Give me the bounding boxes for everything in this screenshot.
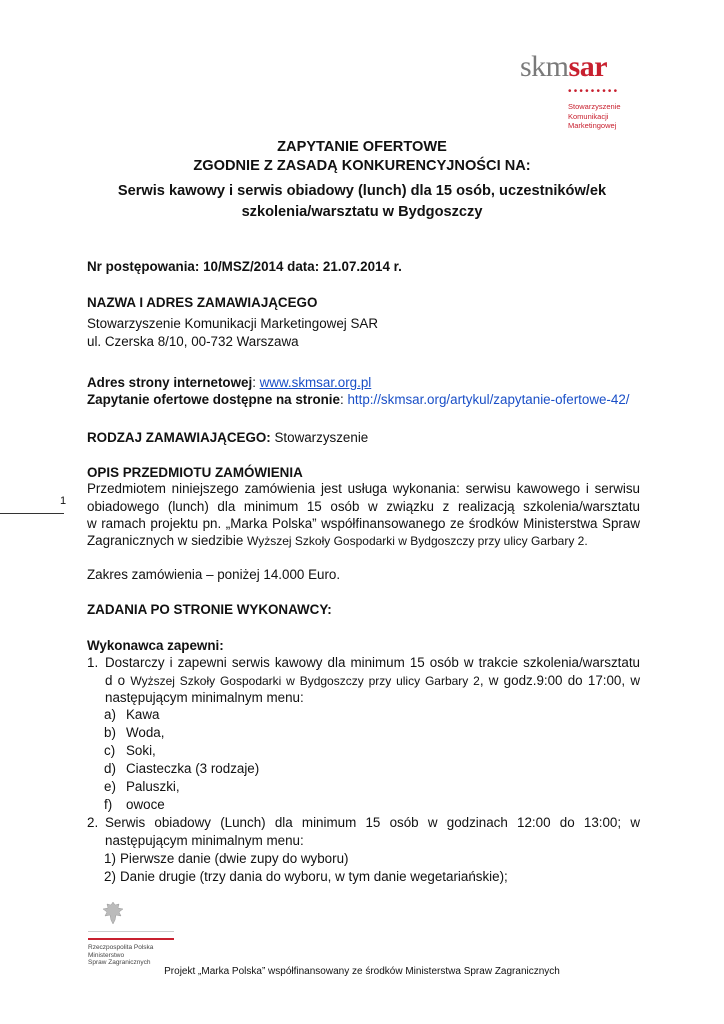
footer-text: Projekt „Marka Polska” współfinansowany ze środków Ministerstwa Spraw Zagranicznych	[164, 966, 560, 977]
logo-wordmark: skmsar	[520, 50, 608, 83]
procedure-number: Nr postępowania: 10/MSZ/2014 data: 21.07.2014 r.	[87, 259, 402, 274]
website-row: Adres strony internetowej: www.skmsar.org.pl	[87, 375, 372, 390]
title-line-3: Serwis kawowy i serwis obiadowy (lunch) dla 15 osób, uczestników/ek	[117, 183, 607, 199]
buyer-heading: NAZWA I ADRES ZAMAWIAJĄCEGO	[87, 295, 318, 310]
description-line-2: obiadowego (lunch) dla minimum 15 osób w związku z realizacją szkolenia/warsztatu	[87, 499, 640, 514]
scope-text: Zakres zamówienia – poniżej 14.000 Euro.	[87, 567, 341, 582]
flag-white-stripe	[88, 931, 174, 936]
ministry-logo	[88, 900, 188, 967]
item-1-line-3: następującym minimalnym menu:	[105, 690, 304, 705]
eagle-icon	[100, 900, 126, 926]
offer-row: Zapytanie ofertowe dostępne na stronie: http://skmsar.org/artykul/zapytanie-ofertowe-42/	[87, 392, 630, 407]
contractor-heading: Wykonawca zapewni:	[87, 638, 224, 653]
list-item: b) Woda,	[104, 725, 165, 740]
list-item: d) Ciasteczka (3 rodzaje)	[104, 761, 260, 776]
buyer-name: Stowarzyszenie Komunikacji Marketingowej SAR	[87, 316, 378, 331]
skmsar-logo	[520, 52, 670, 131]
item-1-line-2: d o Wyższej Szkoły Gospodarki w Bydgoszczy przy ulicy Garbary 2, w godz.9:00 do 17:00, w	[105, 673, 641, 688]
list-item: e) Paluszki,	[104, 779, 180, 794]
title-line-1: ZAPYTANIE OFERTOWE	[277, 139, 447, 155]
description-line-3: w ramach projektu pn. „Marka Polska” współfinansowanego ze środków Ministerstwa Spraw	[87, 516, 640, 531]
logo-dots: •••••••••	[568, 86, 620, 97]
description-line-1: Przedmiotem niniejszego zamówienia jest usługa wykonania: serwisu kawowego i serwisu	[87, 481, 640, 496]
buyer-address: ul. Czerska 8/10, 00-732 Warszawa	[87, 334, 299, 349]
item-2-number: 2.	[87, 815, 99, 830]
item-1-number: 1.	[87, 655, 99, 670]
description-heading: OPIS PRZEDMIOTU ZAMÓWIENIA	[87, 465, 303, 480]
title-line-4: szkolenia/warsztatu w Bydgoszczy	[241, 204, 483, 220]
offer-link[interactable]: http://skmsar.org/artykul/zapytanie-ofertowe-42/	[347, 392, 630, 407]
list-item: f) owoce	[104, 797, 165, 812]
item-2-line-1: Serwis obiadowy (Lunch) dla minimum 15 osób w godzinach 12:00 do 13:00; w	[105, 815, 640, 830]
logo-org-name: Stowarzyszenie Komunikacji Marketingowej	[568, 102, 621, 130]
list-item: 2) Danie drugie (trzy dania do wyboru, w tym danie wegetariańskie);	[104, 869, 508, 884]
flag-red-stripe	[88, 938, 174, 940]
list-item: c) Soki,	[104, 743, 156, 758]
title-line-2: ZGODNIE Z ZASADĄ KONKURENCYJNOŚCI NA:	[193, 158, 531, 174]
list-item: 1) Pierwsze danie (dwie zupy do wyboru)	[104, 851, 349, 866]
description-line-4: Zagranicznych w siedzibie Wyższej Szkoły Gospodarki w Bydgoszczy przy ulicy Garbary 2.	[87, 533, 588, 548]
page-number: 1	[60, 495, 67, 507]
item-2-line-2: następującym minimalnym menu:	[105, 833, 304, 848]
tasks-heading: ZADANIA PO STRONIE WYKONAWCY:	[87, 602, 332, 617]
buyer-type-row: RODZAJ ZAMAWIAJĄCEGO: Stowarzyszenie	[87, 430, 369, 445]
margin-rule	[0, 513, 64, 514]
list-item: a) Kawa	[104, 707, 160, 722]
ministry-name: Rzeczpospolita Polska Ministerstwo Spraw Zagranicznych	[88, 944, 154, 966]
item-1-line-1: Dostarczy i zapewni serwis kawowy dla minimum 15 osób w trakcie szkolenia/warsztatu	[105, 655, 640, 670]
website-link[interactable]: www.skmsar.org.pl	[259, 375, 372, 390]
